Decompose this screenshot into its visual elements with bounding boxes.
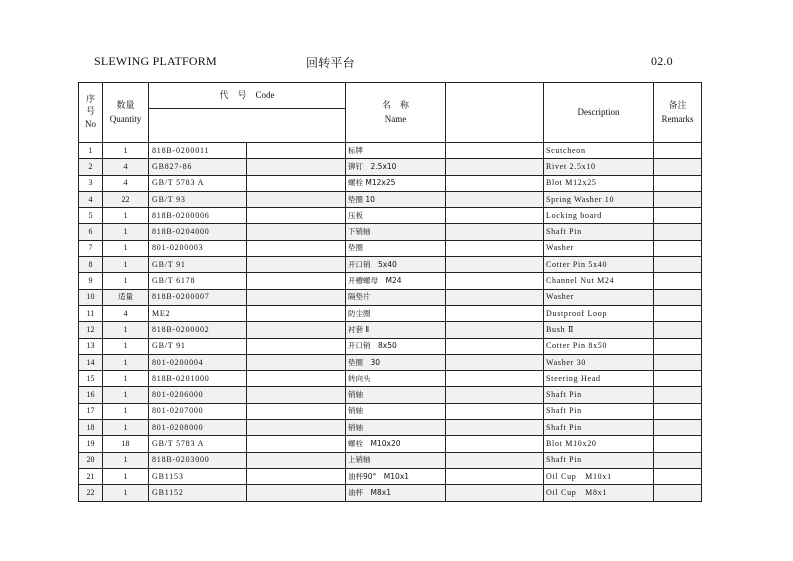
- row-quantity: 4: [103, 305, 149, 321]
- row-code-extra: [247, 191, 346, 207]
- row-description: Spring Washer 10: [544, 191, 654, 207]
- header-no: 序号 No: [79, 83, 103, 143]
- table-row: [79, 257, 702, 273]
- row-name: 开口销 5x40: [346, 257, 446, 273]
- table-row: [79, 436, 702, 452]
- row-remarks: [654, 468, 702, 484]
- row-code: GB/T 5783 A: [149, 175, 247, 191]
- row-remarks: [654, 208, 702, 224]
- table-row: [79, 143, 702, 159]
- row-description: Channel Nut M24: [544, 273, 654, 289]
- row-code: ME2: [149, 305, 247, 321]
- row-remarks: [654, 224, 702, 240]
- row-quantity: 4: [103, 159, 149, 175]
- row-code-extra: [247, 468, 346, 484]
- row-description: Washer: [544, 240, 654, 256]
- row-number: 20: [79, 452, 103, 468]
- document-title-en: SLEWING PLATFORM: [94, 54, 217, 68]
- row-remarks: [654, 354, 702, 370]
- table-row: [79, 371, 702, 387]
- row-description: Oil Cup M10x1: [544, 468, 654, 484]
- row-blank: [446, 436, 544, 452]
- row-number: 19: [79, 436, 103, 452]
- row-code-extra: [247, 257, 346, 273]
- table-row: [79, 403, 702, 419]
- row-code: 818B-0200006: [149, 208, 247, 224]
- row-remarks: [654, 289, 702, 305]
- row-name: 销轴: [346, 403, 446, 419]
- row-remarks: [654, 485, 702, 501]
- row-blank: [446, 468, 544, 484]
- table-row: [79, 420, 702, 436]
- row-code-extra: [247, 208, 346, 224]
- row-code: 801-0206000: [149, 387, 247, 403]
- row-remarks: [654, 143, 702, 159]
- row-name: 销轴: [346, 387, 446, 403]
- row-remarks: [654, 273, 702, 289]
- table-row: [79, 224, 702, 240]
- header-blank: [446, 83, 544, 143]
- row-description: Shaft Pin: [544, 420, 654, 436]
- table-row: [79, 175, 702, 191]
- row-code: GB/T 6178: [149, 273, 247, 289]
- table-row: [79, 452, 702, 468]
- row-code: GB/T 91: [149, 257, 247, 273]
- row-name: 压板: [346, 208, 446, 224]
- row-quantity: 1: [103, 240, 149, 256]
- row-number: 17: [79, 403, 103, 419]
- row-name: 下销轴: [346, 224, 446, 240]
- row-number: 5: [79, 208, 103, 224]
- row-name: 转向头: [346, 371, 446, 387]
- row-remarks: [654, 240, 702, 256]
- header-remarks: 备注 Remarks: [654, 83, 702, 143]
- row-quantity: 1: [103, 224, 149, 240]
- row-number: 3: [79, 175, 103, 191]
- header-code: 代 号 Code: [149, 83, 346, 109]
- row-quantity: 1: [103, 371, 149, 387]
- row-blank: [446, 452, 544, 468]
- row-quantity: 1: [103, 452, 149, 468]
- header-description: Description: [544, 83, 654, 143]
- row-description: Dustproof Loop: [544, 305, 654, 321]
- table-row: [79, 305, 702, 321]
- row-name: 开槽螺母 M24: [346, 273, 446, 289]
- row-quantity: 适量: [103, 289, 149, 305]
- row-code: 818B-0203000: [149, 452, 247, 468]
- row-description: Shaft Pin: [544, 452, 654, 468]
- row-name: 铆钉 2.5x10: [346, 159, 446, 175]
- table-row: [79, 208, 702, 224]
- row-code: GB1153: [149, 468, 247, 484]
- row-blank: [446, 257, 544, 273]
- row-quantity: 1: [103, 143, 149, 159]
- row-code-extra: [247, 273, 346, 289]
- row-code: GB/T 93: [149, 191, 247, 207]
- row-quantity: 1: [103, 257, 149, 273]
- row-remarks: [654, 305, 702, 321]
- row-blank: [446, 322, 544, 338]
- row-description: Scutcheon: [544, 143, 654, 159]
- row-blank: [446, 371, 544, 387]
- table-row: [79, 159, 702, 175]
- row-name: 上销轴: [346, 452, 446, 468]
- row-name: 螺栓 M10x20: [346, 436, 446, 452]
- table-row: [79, 240, 702, 256]
- row-description: Shaft Pin: [544, 224, 654, 240]
- table-row: [79, 485, 702, 501]
- row-blank: [446, 240, 544, 256]
- row-description: Blot M10x20: [544, 436, 654, 452]
- parts-table: [78, 82, 702, 502]
- row-remarks: [654, 191, 702, 207]
- row-blank: [446, 224, 544, 240]
- row-number: 11: [79, 305, 103, 321]
- row-code-extra: [247, 143, 346, 159]
- row-description: Locking board: [544, 208, 654, 224]
- row-code: GB/T 5783 A: [149, 436, 247, 452]
- row-code-extra: [247, 175, 346, 191]
- row-number: 16: [79, 387, 103, 403]
- row-blank: [446, 420, 544, 436]
- row-code-extra: [247, 387, 346, 403]
- row-code-extra: [247, 452, 346, 468]
- row-blank: [446, 191, 544, 207]
- row-code: 818B-0204000: [149, 224, 247, 240]
- row-name: 隔垫片: [346, 289, 446, 305]
- row-quantity: 1: [103, 403, 149, 419]
- row-number: 4: [79, 191, 103, 207]
- row-blank: [446, 143, 544, 159]
- row-name: 标牌: [346, 143, 446, 159]
- table-row: [79, 191, 702, 207]
- row-remarks: [654, 338, 702, 354]
- row-description: Shaft Pin: [544, 403, 654, 419]
- row-name: 开口销 8x50: [346, 338, 446, 354]
- row-number: 8: [79, 257, 103, 273]
- row-description: Rivet 2.5x10: [544, 159, 654, 175]
- row-code: GB1152: [149, 485, 247, 501]
- row-quantity: 1: [103, 208, 149, 224]
- row-quantity: 22: [103, 191, 149, 207]
- row-code-extra: [247, 224, 346, 240]
- row-code-extra: [247, 485, 346, 501]
- row-blank: [446, 289, 544, 305]
- row-name: 垫圈 30: [346, 354, 446, 370]
- row-blank: [446, 305, 544, 321]
- row-description: Shaft Pin: [544, 387, 654, 403]
- row-remarks: [654, 403, 702, 419]
- row-name: 螺栓 M12x25: [346, 175, 446, 191]
- row-description: Bush Ⅱ: [544, 322, 654, 338]
- row-remarks: [654, 159, 702, 175]
- row-code: GB/T 91: [149, 338, 247, 354]
- row-name: 衬套 Ⅱ: [346, 322, 446, 338]
- table-row: [79, 387, 702, 403]
- row-remarks: [654, 387, 702, 403]
- row-number: 2: [79, 159, 103, 175]
- row-blank: [446, 354, 544, 370]
- row-code-extra: [247, 240, 346, 256]
- row-number: 22: [79, 485, 103, 501]
- row-remarks: [654, 175, 702, 191]
- row-blank: [446, 208, 544, 224]
- row-remarks: [654, 452, 702, 468]
- row-number: 1: [79, 143, 103, 159]
- row-number: 7: [79, 240, 103, 256]
- row-name: 销轴: [346, 420, 446, 436]
- row-blank: [446, 485, 544, 501]
- row-remarks: [654, 322, 702, 338]
- row-code: 818B-0200011: [149, 143, 247, 159]
- row-code: 801-0200004: [149, 354, 247, 370]
- row-code-extra: [247, 322, 346, 338]
- row-number: 9: [79, 273, 103, 289]
- row-quantity: 1: [103, 468, 149, 484]
- row-description: Washer 30: [544, 354, 654, 370]
- row-blank: [446, 159, 544, 175]
- row-code-extra: [247, 289, 346, 305]
- row-description: Steering Head: [544, 371, 654, 387]
- row-code-extra: [247, 354, 346, 370]
- header-name: 名 称 Name: [346, 83, 446, 143]
- row-description: Washer: [544, 289, 654, 305]
- row-code: 818B-0201000: [149, 371, 247, 387]
- row-blank: [446, 387, 544, 403]
- table-row: [79, 338, 702, 354]
- row-code-extra: [247, 420, 346, 436]
- row-remarks: [654, 371, 702, 387]
- table-row: [79, 273, 702, 289]
- row-code-extra: [247, 371, 346, 387]
- row-quantity: 1: [103, 322, 149, 338]
- row-quantity: 1: [103, 420, 149, 436]
- row-quantity: 1: [103, 273, 149, 289]
- row-code-extra: [247, 338, 346, 354]
- row-code-extra: [247, 436, 346, 452]
- row-quantity: 1: [103, 485, 149, 501]
- table-row: [79, 289, 702, 305]
- document-title-cn: 回转平台: [306, 56, 355, 70]
- row-code: 801-0200003: [149, 240, 247, 256]
- row-code: 818B-0200002: [149, 322, 247, 338]
- row-description: Cotter Pin 5x40: [544, 257, 654, 273]
- row-number: 12: [79, 322, 103, 338]
- row-quantity: 1: [103, 354, 149, 370]
- row-number: 13: [79, 338, 103, 354]
- row-code-extra: [247, 305, 346, 321]
- row-description: Cotter Pin 8x50: [544, 338, 654, 354]
- row-number: 14: [79, 354, 103, 370]
- row-name: 垫圈 10: [346, 191, 446, 207]
- row-number: 15: [79, 371, 103, 387]
- row-quantity: 1: [103, 338, 149, 354]
- header-quantity: 数量 Quantity: [103, 83, 149, 143]
- row-code: GB827-86: [149, 159, 247, 175]
- row-blank: [446, 403, 544, 419]
- row-blank: [446, 175, 544, 191]
- row-number: 21: [79, 468, 103, 484]
- row-number: 10: [79, 289, 103, 305]
- table-row: [79, 354, 702, 370]
- table-row: [79, 322, 702, 338]
- row-quantity: 18: [103, 436, 149, 452]
- row-remarks: [654, 420, 702, 436]
- row-name: 油杯90° M10x1: [346, 468, 446, 484]
- row-blank: [446, 273, 544, 289]
- row-code-extra: [247, 159, 346, 175]
- row-description: Oil Cup M8x1: [544, 485, 654, 501]
- row-code: 818B-0200007: [149, 289, 247, 305]
- row-number: 18: [79, 420, 103, 436]
- row-quantity: 4: [103, 175, 149, 191]
- row-name: 防尘圈: [346, 305, 446, 321]
- row-code-extra: [247, 403, 346, 419]
- page-number: 02.0: [651, 54, 673, 68]
- row-code: 801-0207000: [149, 403, 247, 419]
- row-remarks: [654, 257, 702, 273]
- row-blank: [446, 338, 544, 354]
- row-number: 6: [79, 224, 103, 240]
- table-row: [79, 468, 702, 484]
- row-quantity: 1: [103, 387, 149, 403]
- row-description: Blot M12x25: [544, 175, 654, 191]
- row-code: 801-0208000: [149, 420, 247, 436]
- row-remarks: [654, 436, 702, 452]
- row-name: 垫圈: [346, 240, 446, 256]
- row-name: 油杯 M8x1: [346, 485, 446, 501]
- parts-table-body: [79, 143, 702, 502]
- header-code-sub: [149, 109, 346, 143]
